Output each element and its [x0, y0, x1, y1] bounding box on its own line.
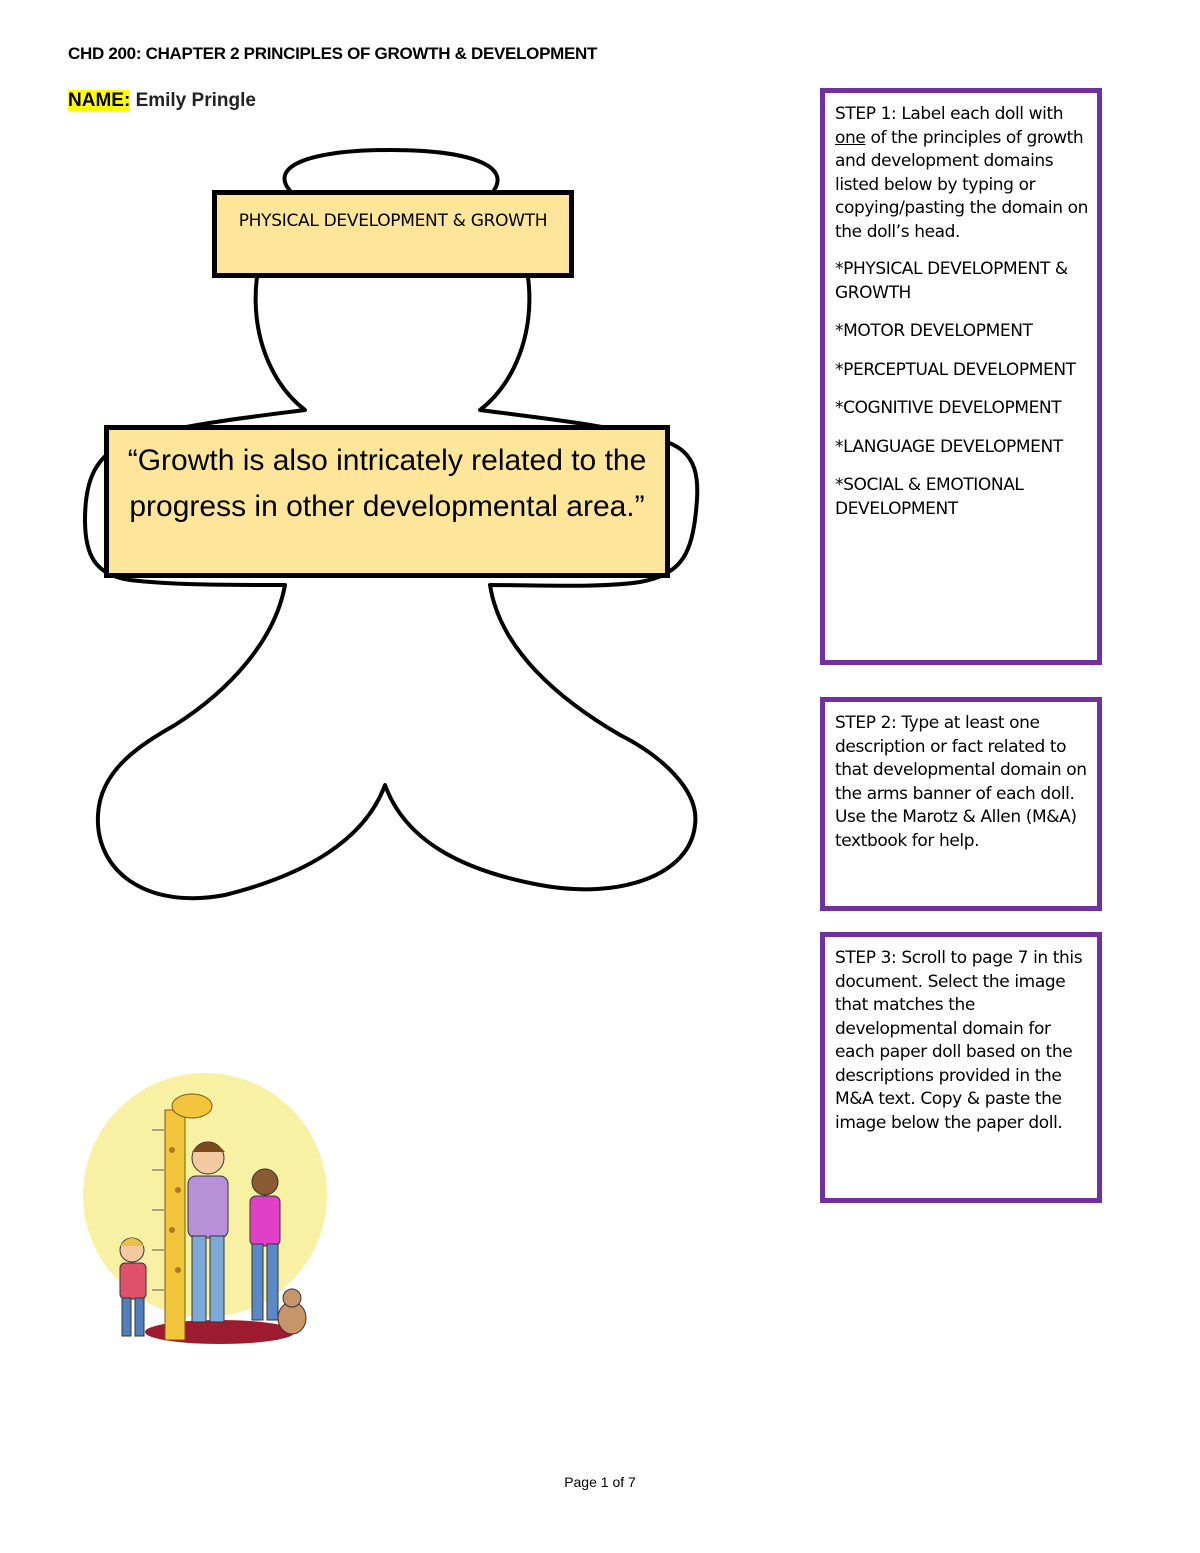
- step3-text: STEP 3: Scroll to page 7 in this document. Select the image that matches the developmental domain for each paper doll based on the descriptions provided in the M&A text. Copy & paste the image below the paper doll.: [835, 948, 1083, 1133]
- doll-arms-text: “Growth is also intricately related to the progress in other developmental area.”: [127, 444, 647, 523]
- doll-head-banner[interactable]: [212, 190, 574, 278]
- doll-arms-banner[interactable]: [104, 425, 670, 578]
- step1-intro: STEP 1: Label each doll with one of the principles of growth and development domains listed below by typing or copying/pasting the domain on the doll’s head.: [835, 104, 1088, 242]
- student-name: Emily Pringle: [135, 90, 256, 111]
- name-label: NAME:: [68, 90, 131, 111]
- doll-head-label: PHYSICAL DEVELOPMENT & GROWTH: [238, 211, 548, 231]
- step1-underlined-word: one: [835, 127, 866, 148]
- domain-item: *PERCEPTUAL DEVELOPMENT: [835, 359, 1076, 380]
- page-number: Page 1 of 7: [564, 1474, 636, 1490]
- domain-list: [835, 258, 1089, 521]
- domain-item: *LANGUAGE DEVELOPMENT: [835, 436, 1063, 457]
- step2-instructions: [820, 697, 1102, 911]
- step3-instructions: [820, 932, 1102, 1203]
- step2-text: STEP 2: Type at least one description or fact related to that developmental domain on the arms banner of each doll. Use the Marotz & Allen (M&A) textbook for help.: [835, 713, 1087, 851]
- domain-item: *COGNITIVE DEVELOPMENT: [835, 398, 1062, 418]
- domain-item: *PHYSICAL DEVELOPMENT & GROWTH: [835, 259, 1068, 303]
- growth-chart-illustration[interactable]: [80, 1070, 340, 1350]
- domain-item: *SOCIAL & EMOTIONAL DEVELOPMENT: [835, 475, 1024, 519]
- step1-instructions: [820, 88, 1102, 665]
- domain-item: *MOTOR DEVELOPMENT: [835, 321, 1033, 341]
- document-title: CHD 200: CHAPTER 2 PRINCIPLES OF GROWTH & DEVELOPMENT: [68, 44, 598, 63]
